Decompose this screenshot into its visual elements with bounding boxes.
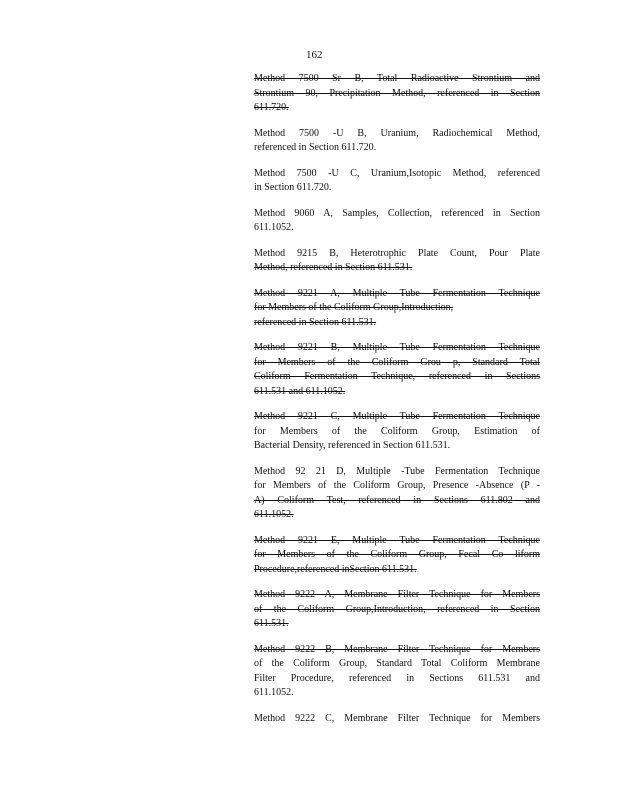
struck-text-line: referenced in Section 611.531. <box>254 316 377 328</box>
text-line: 611.1052. <box>254 222 294 233</box>
struck-text-line: Procedure,referenced inSection 611.531. <box>254 563 417 575</box>
text-line: Method 7500 -U C, Uranium,Isotopic Method, referenced <box>254 167 540 179</box>
text-line: Method 9222 C, Membrane Filter Technique for Members <box>254 712 540 724</box>
struck-text-line: Method 9222 A, Membrane Filter Technique for Members <box>254 589 540 600</box>
method-entry <box>254 127 540 156</box>
method-entry <box>254 341 540 399</box>
method-entry <box>254 72 540 116</box>
text-line: for Members of the Coliform Group, Estimation of <box>254 425 540 437</box>
struck-text-line: for Members of the Coliform Group,Introduction, <box>254 302 454 313</box>
text-line: in Section 611.720. <box>254 182 332 193</box>
struck-text-line: Method, referenced in Section 611.531. <box>254 262 413 273</box>
method-entry <box>254 247 540 276</box>
struck-text-line: Strontium 90, Precipitation Method, referenced in Section <box>254 87 540 99</box>
text-line: Method 9215 B, Heterotrophic Plate Count, Pour Plate <box>254 247 540 259</box>
method-entry <box>254 287 540 331</box>
text-line: referenced in Section 611.720. <box>254 142 377 153</box>
method-entry <box>254 588 540 632</box>
text-line: of the Coliform Group, Standard Total Coliform Membrane <box>254 658 540 669</box>
struck-text-line: Coliform Fermentation Technique, referenced in Sections <box>254 371 540 382</box>
text-line: 611.1052. <box>254 687 294 698</box>
struck-text-line: for Members of the Coliform Grou p, Standard Total <box>254 356 540 368</box>
method-entry <box>254 465 540 523</box>
method-entry <box>254 167 540 196</box>
struck-text-line: Method 9222 B, Membrane Filter Technique for Members <box>254 643 540 655</box>
text-line: Method 9060 A, Samples, Collection, referenced in Section <box>254 207 540 219</box>
method-entry <box>254 712 540 727</box>
struck-text-line: Method 9221 A, Multiple Tube Fermentation Technique <box>254 287 540 299</box>
struck-text-line: 611.531. <box>254 618 289 629</box>
struck-text-line: 611.720. <box>254 102 289 113</box>
text-line: Filter Procedure, referenced in Sections 611.531 and <box>254 672 540 684</box>
struck-text-line: Method 9221 C, Multiple Tube Fermentation Technique <box>254 411 540 422</box>
struck-text-line: of the Coliform Group,Introduction, referenced in Section <box>254 603 540 615</box>
method-entry <box>254 410 540 454</box>
struck-text-line: 611.531 and 611.1052. <box>254 385 346 397</box>
struck-text-line: Method 9221 B, Multiple Tube Fermentation Technique <box>254 342 540 353</box>
text-line: for Members of the Coliform Group, Presence -Absence (P - <box>254 480 540 491</box>
page-number: 162 <box>306 49 323 61</box>
method-entry <box>254 643 540 701</box>
struck-text-line: for Members of the Coliform Group, Fecal Co liform <box>254 549 540 560</box>
method-reference-list <box>254 72 540 737</box>
struck-text-line: Method 7500 Sr B, Total Radioactive Strontium and <box>254 73 540 84</box>
struck-text-line: 611.1052. <box>254 509 294 520</box>
method-entry <box>254 534 540 578</box>
method-entry <box>254 207 540 236</box>
text-line: Method 92 21 D, Multiple -Tube Fermentation Technique <box>254 465 540 477</box>
text-line: Method 7500 -U B, Uranium, Radiochemical Method, <box>254 127 540 139</box>
text-line: Bacterial Density, referenced in Section 611.531. <box>254 440 451 451</box>
struck-text-line: A) Coliform Test, referenced in Sections 611.802 and <box>254 494 540 506</box>
struck-text-line: Method 9221 E, Multiple Tube Fermentation Technique <box>254 534 540 546</box>
